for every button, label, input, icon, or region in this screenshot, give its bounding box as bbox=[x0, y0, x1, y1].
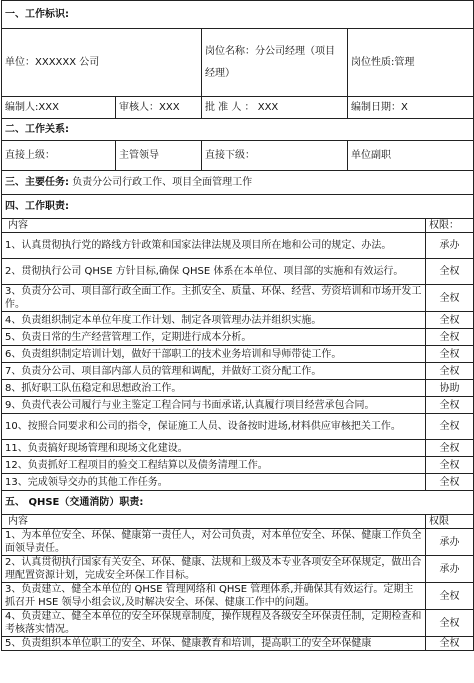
qhse-level: 承办 bbox=[426, 556, 474, 583]
duty-level: 承办 bbox=[426, 233, 474, 259]
subordinate-label: 直接下级： bbox=[202, 141, 348, 171]
duty-row: 11、负责搞好现场管理和现场文化建设。 bbox=[2, 440, 426, 457]
unit-label: 单位：XXXXXX 公司 bbox=[2, 29, 202, 97]
duty-row: 12、负责抓好工程项目的验交工程结算以及债务清理工作。 bbox=[2, 457, 426, 474]
job-description-table bbox=[1, 0, 474, 651]
position-label: 岗位名称：分公司经理（项目经理） bbox=[202, 29, 348, 97]
duty-row: 13、完成领导交办的其他工作任务。 bbox=[2, 474, 426, 491]
qhse-level: 全权 bbox=[426, 583, 474, 610]
qhse-level-header: 权限 bbox=[426, 515, 474, 529]
author-cell: 编制人:XXX bbox=[2, 97, 116, 119]
section-2-title: 二、工作关系: bbox=[2, 119, 474, 141]
section-5-title: 五、 QHSE（交通消防）职责: bbox=[2, 491, 474, 515]
position-nature: 岗位性质:管理 bbox=[348, 29, 474, 97]
superior-label: 直接上级： bbox=[2, 141, 116, 171]
duty-row: 10、按照合同要求和公司的指令，保证施工人员、设备按时进场,材料供应审核把关工作。 bbox=[2, 414, 426, 440]
duty-content-header: 内容 bbox=[2, 219, 426, 233]
duty-level: 全权 bbox=[426, 285, 474, 312]
qhse-row: 3、负责建立、健全本单位的 QHSE 管理网络和 QHSE 管理体系,并确保其有效运行。定期主抓召开 HSE 领导小组会议,及时解决安全、环保、健康工作中的问题。 bbox=[2, 583, 426, 610]
duty-row: 2、贯彻执行公司 QHSE 方针目标,确保 QHSE 体系在本单位、项目部的实施和有效运行。 bbox=[2, 259, 426, 285]
date-cell: 编制日期：X bbox=[348, 97, 474, 119]
duty-level: 全权 bbox=[426, 414, 474, 440]
reviewer-cell: 审核人：XXX bbox=[116, 97, 202, 119]
duty-level: 全权 bbox=[426, 312, 474, 329]
duty-level: 全权 bbox=[426, 329, 474, 346]
duty-row: 5、负责日常的生产经营管理工作，定期进行成本分析。 bbox=[2, 329, 426, 346]
duty-level: 全权 bbox=[426, 474, 474, 491]
qhse-row: 5、负责组织本单位职工的安全、环保、健康教育和培训，提高职工的安全环保健康 bbox=[2, 637, 426, 651]
qhse-level: 承办 bbox=[426, 529, 474, 556]
duty-level: 协助 bbox=[426, 380, 474, 397]
qhse-content-header: 内容 bbox=[2, 515, 426, 529]
main-task-text: 负责分公司行政工作、项目全面管理工作 bbox=[72, 177, 253, 188]
section-3-row bbox=[2, 171, 474, 195]
approver-cell: 批 准 人 ： XXX bbox=[202, 97, 348, 119]
duty-row: 1、认真贯彻执行党的路线方针政策和国家法律法规及项目所在地和公司的规定、办法。 bbox=[2, 233, 426, 259]
superior-value: 主管领导 bbox=[116, 141, 202, 171]
qhse-level: 全权 bbox=[426, 610, 474, 637]
duty-level: 全权 bbox=[426, 397, 474, 414]
section-4-title: 四、工作职责: bbox=[2, 195, 474, 219]
duty-level: 全权 bbox=[426, 363, 474, 380]
qhse-row: 2、认真贯彻执行国家有关安全、环保、健康、法规和上级及本专业各项安全环保规定，做出合理配置资源计划，完成安全环保工作目标。 bbox=[2, 556, 426, 583]
duty-row: 8、抓好职工队伍稳定和思想政治工作。 bbox=[2, 380, 426, 397]
duty-level: 全权 bbox=[426, 457, 474, 474]
duty-level: 全权 bbox=[426, 440, 474, 457]
subordinate-value: 单位副职 bbox=[348, 141, 474, 171]
duty-level: 全权 bbox=[426, 259, 474, 285]
duty-level-header: 权限： bbox=[426, 219, 474, 233]
duty-level: 全权 bbox=[426, 346, 474, 363]
qhse-row: 1、为本单位安全、环保、健康第一责任人，对公司负责，对本单位安全、环保、健康工作负全面领导责任。 bbox=[2, 529, 426, 556]
section-1-title: 一、工作标识: bbox=[2, 1, 474, 29]
duty-row: 4、负责组织制定本单位年度工作计划、制定各项管理办法并组织实施。 bbox=[2, 312, 426, 329]
section-3-title: 三、主要任务: bbox=[5, 177, 69, 188]
duty-row: 3、负责分公司、项目部行政全面工作。主抓安全、质量、环保、经营、劳资培训和市场开发工作。 bbox=[2, 285, 426, 312]
duty-row: 6、负责组织制定培训计划，做好干部职工的技术业务培训和导师带徒工作。 bbox=[2, 346, 426, 363]
duty-row: 9、负责代表公司履行与业主鉴定工程合同与书面承诺,认真履行项目经营承包合同。 bbox=[2, 397, 426, 414]
duty-row: 7、负责分公司、项目部内部人员的管理和调配，并做好工资分配工作。 bbox=[2, 363, 426, 380]
qhse-row: 4、负责建立、健全本单位的安全环保规章制度，操作规程及各级安全环保责任制，定期检查和考核落实情况。 bbox=[2, 610, 426, 637]
qhse-level: 全权 bbox=[426, 637, 474, 651]
